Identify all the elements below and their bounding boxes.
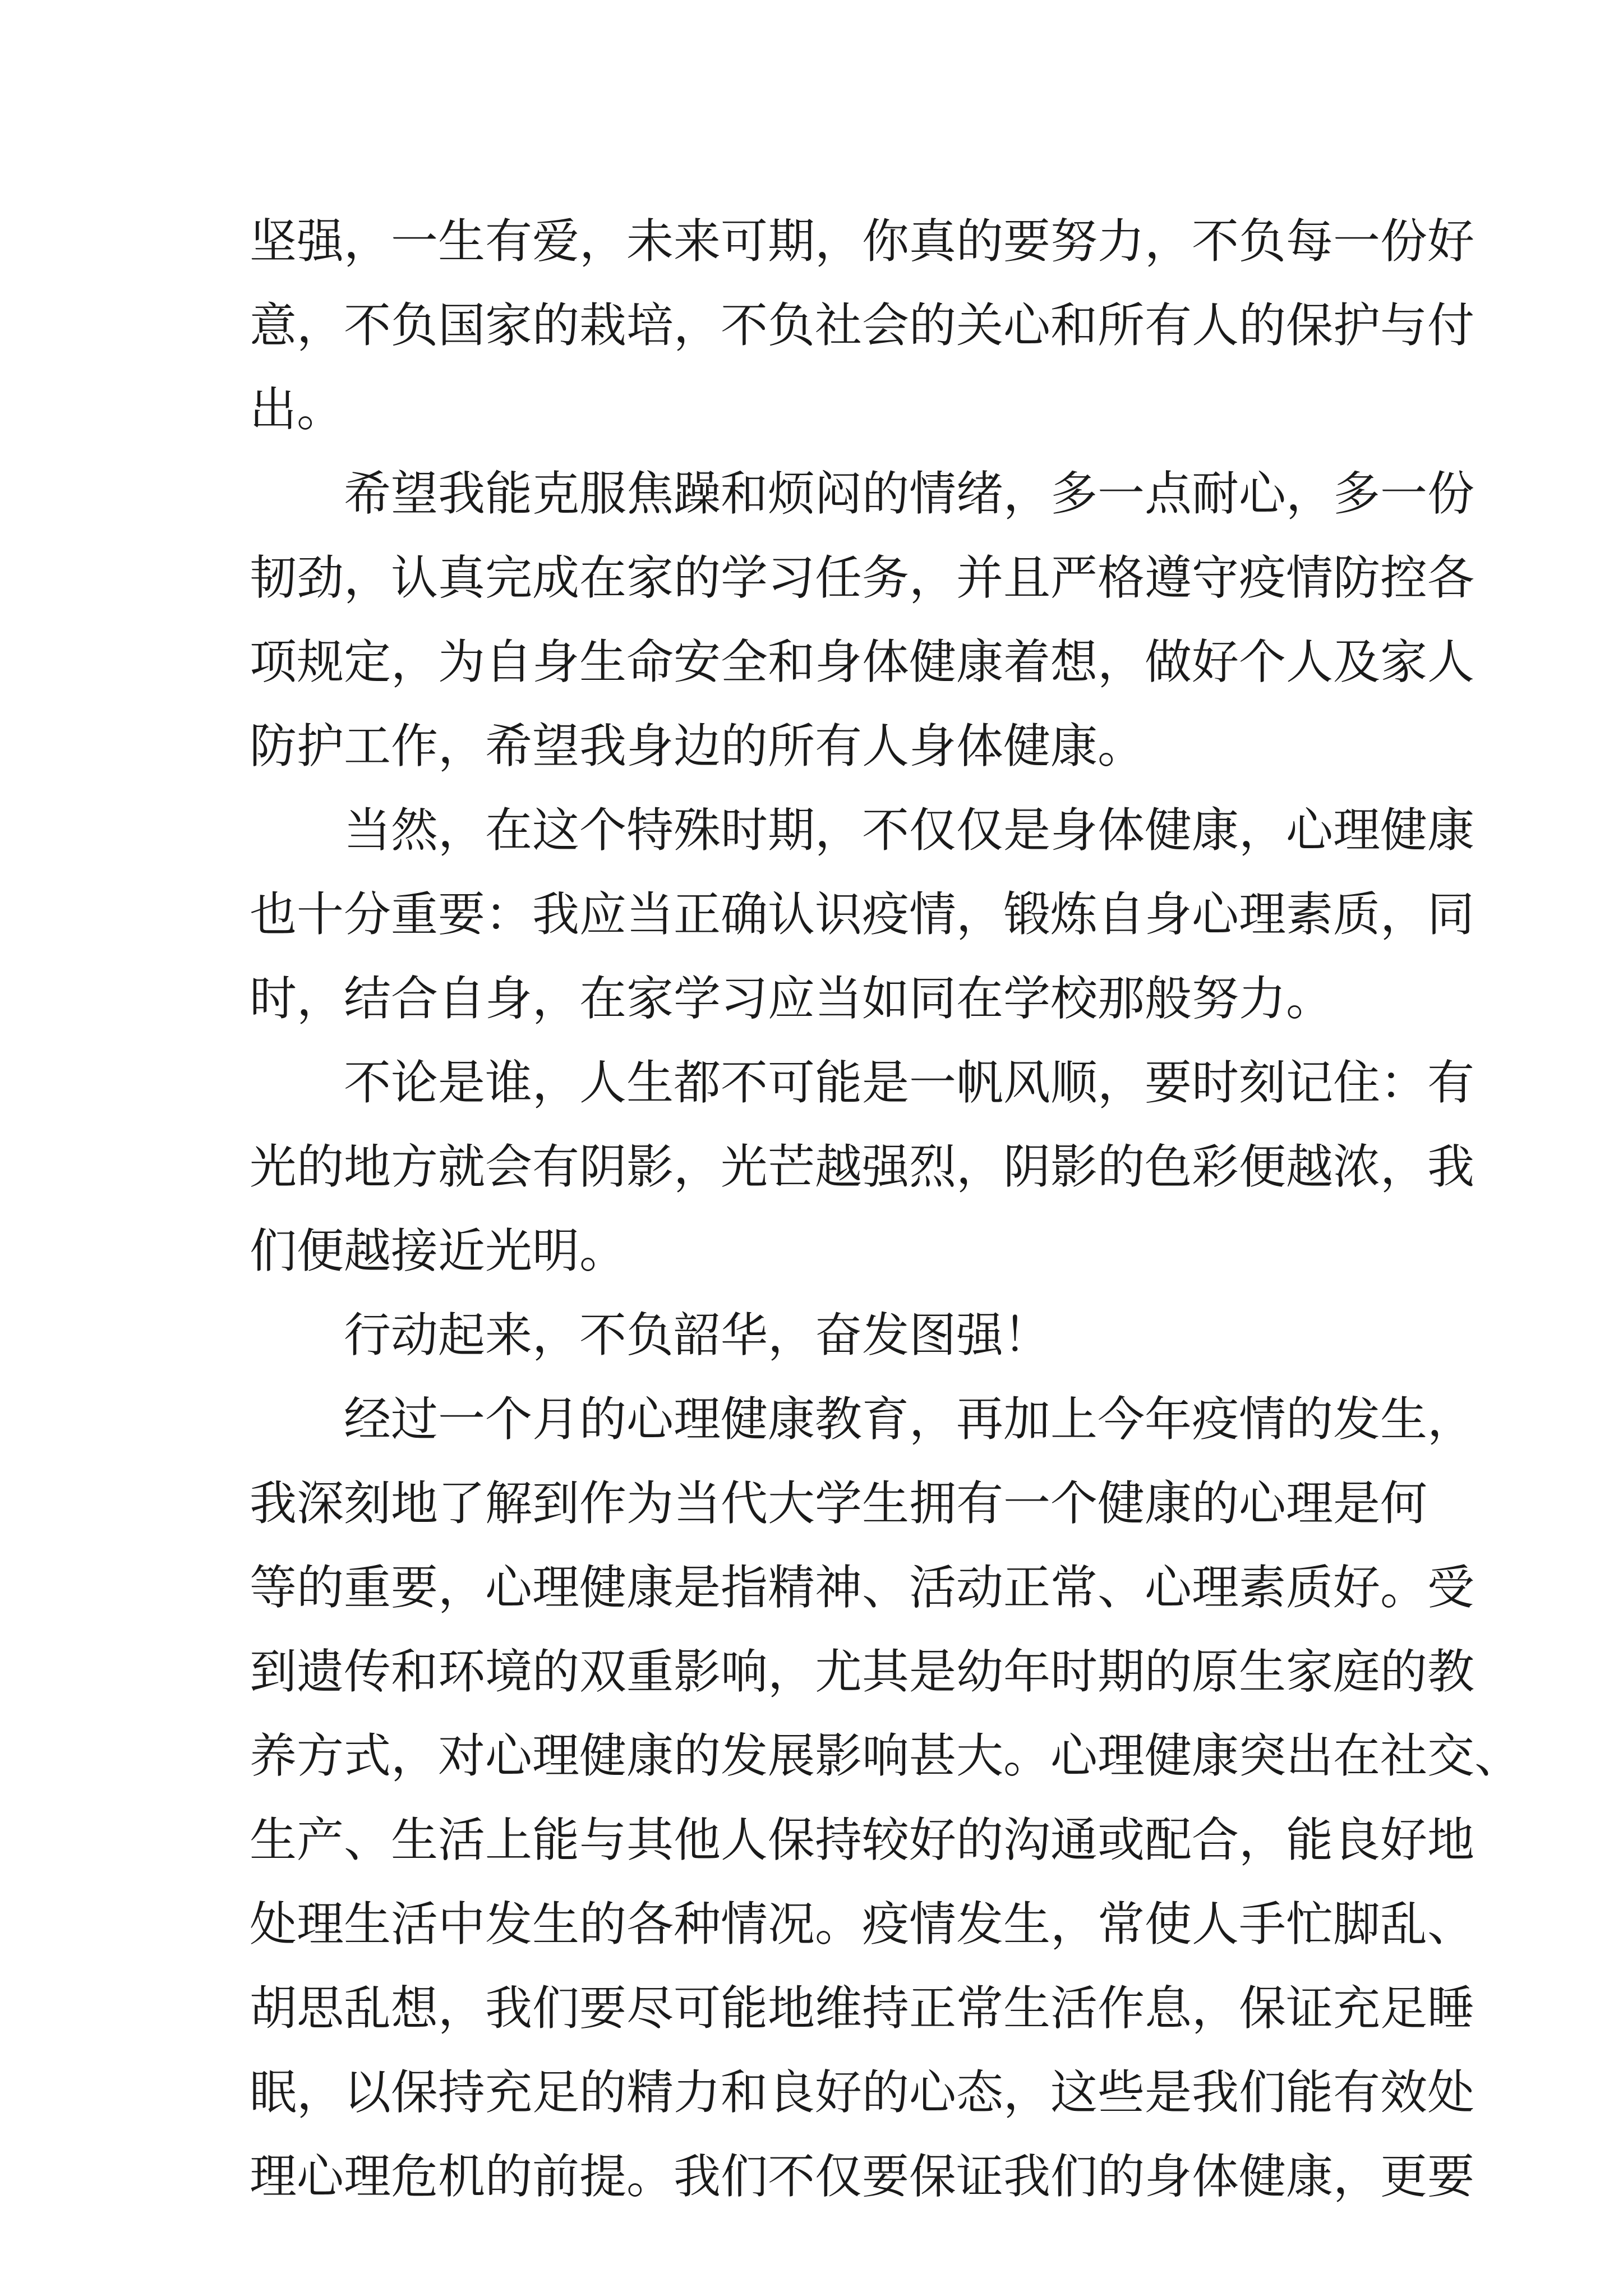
text-line: 意，不负国家的栽培，不负社会的关心和所有人的保护与付 xyxy=(250,298,1475,353)
paragraph xyxy=(250,1293,1382,1377)
text-line: 理心理危机的前提。我们不仅要保证我们的身体健康，更要 xyxy=(250,2149,1475,2204)
text-line: 当然，在这个特殊时期，不仅仅是身体健康，心理健康 xyxy=(344,803,1475,858)
text-line: 胡思乱想，我们要尽可能地维持正常生活作息，保证充足睡 xyxy=(250,1981,1475,2036)
text-line: 生产、生活上能与其他人保持较好的沟通或配合，能良好地 xyxy=(250,1812,1475,1867)
paragraph xyxy=(250,1377,1522,2219)
text-line: 时，结合自身，在家学习应当如同在学校那般努力。 xyxy=(250,971,1334,1026)
text-line: 行动起来，不负韶华，奋发图强！ xyxy=(344,1308,1051,1363)
text-line: 不论是谁，人生都不可能是一帆风顺，要时刻记住：有 xyxy=(344,1055,1475,1110)
text-line: 经过一个月的心理健康教育，再加上今年疫情的发生， xyxy=(344,1392,1475,1447)
text-line: 等的重要，心理健康是指精神、活动正常、心理素质好。受 xyxy=(250,1560,1475,1615)
text-line: 项规定，为自身生命安全和身体健康着想，做好个人及家人 xyxy=(250,634,1475,689)
paragraph xyxy=(250,1041,1475,1293)
text-line: 养方式，对心理健康的发展影响甚大。心理健康突出在社交、 xyxy=(250,1728,1522,1783)
text-line: 处理生活中发生的各种情况。疫情发生，常使人手忙脚乱、 xyxy=(250,1897,1475,1952)
text-line: 韧劲，认真完成在家的学习任务，并且严格遵守疫情防控各 xyxy=(250,550,1475,605)
paragraph xyxy=(250,452,1475,788)
text-line: 到遗传和环境的双重影响，尤其是幼年时期的原生家庭的教 xyxy=(250,1644,1475,1699)
text-line: 光的地方就会有阴影，光芒越强烈，阴影的色彩便越浓，我 xyxy=(250,1139,1475,1194)
text-line: 希望我能克服焦躁和烦闷的情绪，多一点耐心，多一份 xyxy=(344,466,1475,521)
text-line: 我深刻地了解到作为当代大学生拥有一个健康的心理是何 xyxy=(250,1476,1428,1531)
text-line: 眠，以保持充足的精力和良好的心态，这些是我们能有效处 xyxy=(250,2065,1475,2120)
text-line: 防护工作，希望我身边的所有人身体健康。 xyxy=(250,719,1145,774)
document-body xyxy=(250,199,1522,2219)
text-line: 坚强，一生有爱，未来可期，你真的要努力，不负每一份好 xyxy=(250,214,1475,269)
paragraph xyxy=(250,199,1475,452)
text-line: 们便越接近光明。 xyxy=(250,1223,627,1278)
text-line: 出。 xyxy=(250,382,344,437)
text-line: 也十分重要：我应当正确认识疫情，锻炼自身心理素质，同 xyxy=(250,887,1475,942)
paragraph xyxy=(250,788,1475,1041)
